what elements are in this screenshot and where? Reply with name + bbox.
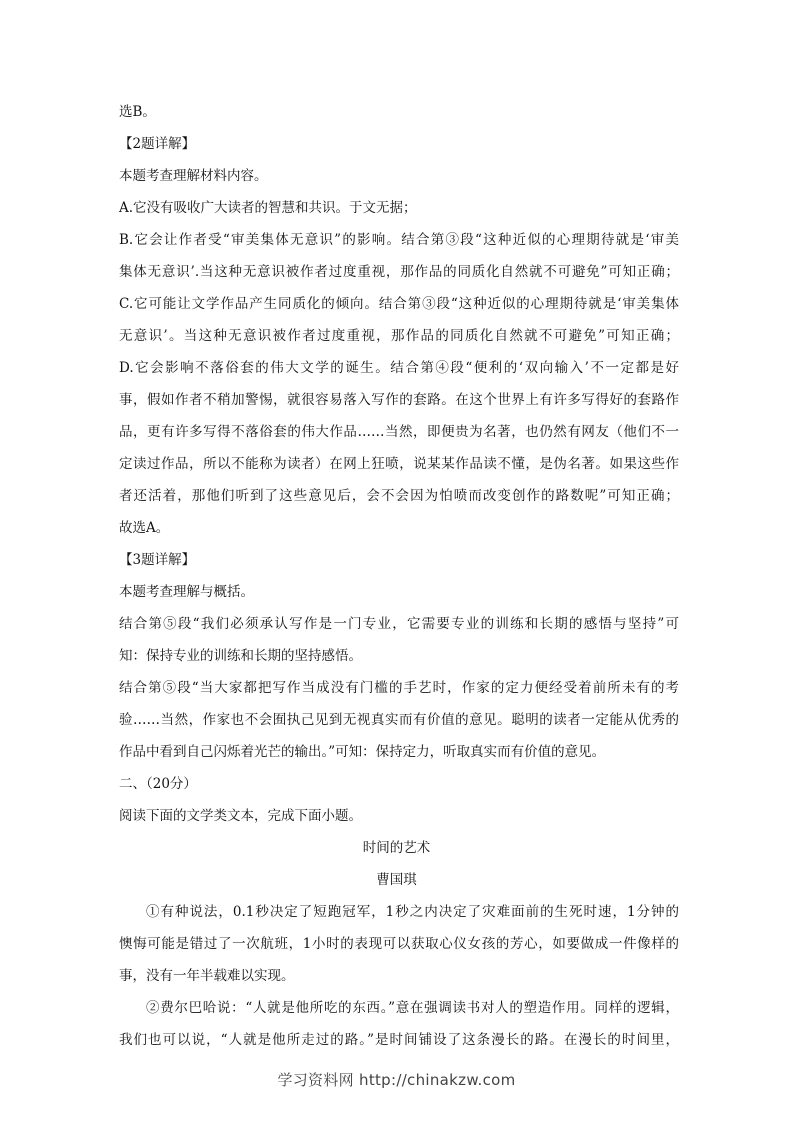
article-title: 时间的艺术 — [362, 840, 431, 856]
answer-line: 故选A。 — [119, 520, 170, 536]
article-author: 曹国琪 — [376, 872, 417, 888]
option-b-line: B.它会让作者受“审美集体无意识”的影响。结合第③段“这种近似的心理期待就是‘审美 — [119, 232, 679, 248]
part-heading: 二、（20分） — [119, 776, 197, 792]
option-d-line: 事，假如作者不稍加警惕，就很容易落入写作的套路。在这个世界上有许多写得好的套路作 — [119, 392, 679, 408]
paragraph-line: 结合第⑤段“我们必须承认写作是一门专业，它需要专业的训练和长期的感悟与坚持”可 — [119, 616, 679, 632]
option-c-line: 无意识’。当这种无意识被作者过度重视，那作品的同质化自然就不可避免”可知正确； — [119, 328, 679, 344]
paragraph-line: 本题考查理解材料内容。 — [119, 168, 268, 184]
article-paragraph-line: 懊悔可能是错过了一次航班，1小时的表现可以获取心仪女孩的芳心，如要做成一件像样的 — [119, 936, 679, 952]
option-d-line: 品，更有许多写得不落俗套的伟大作品……当然，即便贵为名著，也仍然有网友（他们不一 — [119, 424, 679, 440]
footer-watermark: 学习资料网 http://chinakzw.com — [277, 1071, 516, 1089]
article-paragraph-line: 我们也可以说，“人就是他所走过的路。”是时间铺设了这条漫长的路。在漫长的时间里， — [119, 1032, 679, 1048]
option-c-line: C.它可能让文学作品产生同质化的倾向。结合第③段“这种近似的心理期待就是‘审美集体 — [119, 296, 679, 312]
paragraph-line: 验……当然，作家也不会囿执己见到无视真实而有价值的意见。聪明的读者一定能从优秀的 — [119, 712, 679, 728]
section-heading: 【3题详解】 — [119, 552, 196, 568]
instruction-line: 阅读下面的文学类文本，完成下面小题。 — [119, 808, 362, 824]
section-heading: 【2题详解】 — [119, 136, 196, 152]
answer-line: 选B。 — [119, 104, 156, 120]
article-paragraph-line: ②费尔巴哈说：“人就是他所吃的东西。”意在强调读书对人的塑造作用。同样的逻辑， — [146, 1000, 679, 1016]
paragraph-line: 作品中看到自己闪烁着光芒的输出。”可知：保持定力，听取真实而有价值的意见。 — [119, 744, 606, 760]
option-a-line: A.它没有吸收广大读者的智慧和共识。于文无据； — [119, 200, 417, 216]
option-b-line: 集体无意识’.当这种无意识被作者过度重视，那作品的同质化自然就不可避免”可知正确； — [119, 264, 679, 280]
option-d-line: 定读过作品，所以不能称为读者）在网上狂喷，说某某作品读不懂，是伪名著。如果这些作 — [119, 456, 679, 472]
option-d-line: D.它会影响不落俗套的伟大文学的诞生。结合第④段“便利的‘双向输入’不一定都是好 — [119, 360, 679, 376]
paragraph-line: 结合第⑤段“当大家都把写作当成没有门槛的手艺时，作家的定力便经受着前所未有的考 — [119, 680, 679, 696]
paragraph-line: 知：保持专业的训练和长期的坚持感悟。 — [119, 648, 362, 664]
article-paragraph-line: 事，没有一年半载难以实现。 — [119, 968, 295, 984]
paragraph-line: 本题考查理解与概括。 — [119, 584, 254, 600]
option-d-line: 者还活着，那他们听到了这些意见后，会不会因为怕喷而改变创作的路数呢”可知正确； — [119, 488, 679, 504]
article-paragraph-line: ①有种说法，0.1秒决定了短跑冠军，1秒之内决定了灾难面前的生死时速，1分钟的 — [146, 904, 679, 920]
